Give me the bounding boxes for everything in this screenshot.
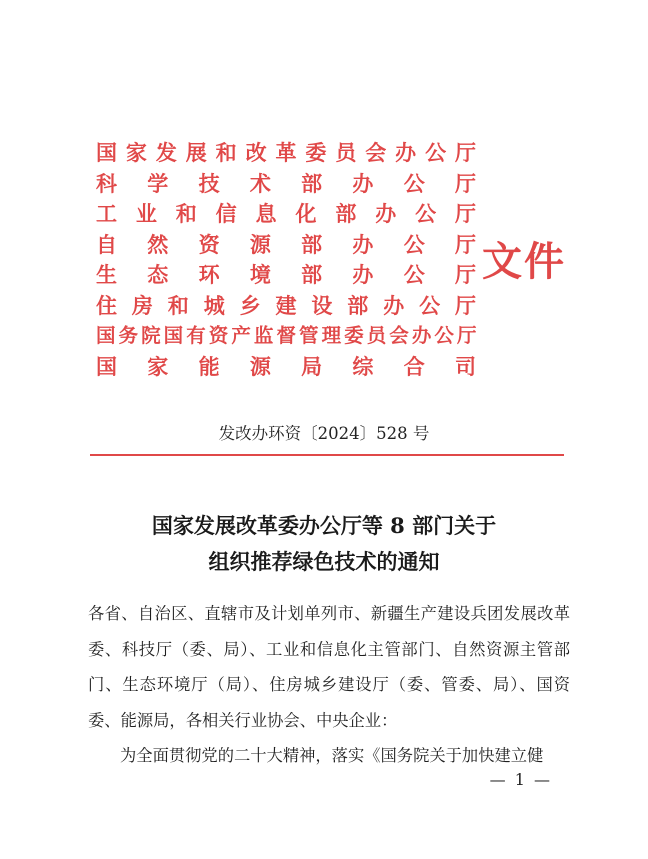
issuer-mohurd: 住房和城乡建设部办公厅: [96, 292, 476, 318]
document-title: [0, 508, 648, 580]
document-body: [88, 596, 570, 774]
issuer-most: 科学技术部办公厅: [96, 170, 476, 196]
issuer-mnr: 自然资源部办公厅: [96, 231, 476, 257]
title-line-1: 国家发展改革委办公厅等 8 部门关于: [151, 513, 497, 538]
issuer-ndrc: 国家发展和改革委员会办公厅: [96, 140, 476, 165]
issuer-list: [96, 138, 476, 382]
issuer-nea: 国家能源局综合司: [96, 353, 476, 379]
body-paragraph: 为全面贯彻党的二十大精神，落实《国务院关于加快建立健: [120, 746, 544, 765]
title-line-2: 组织推荐绿色技术的通知: [208, 549, 440, 574]
document-type-label: 文件: [482, 238, 566, 285]
red-divider: [90, 454, 564, 456]
addressee-paragraph: 各省、自治区、直辖市及计划单列市、新疆生产建设兵团发展改革委、科技厅（委、局）、工业和信息化主管部门、自然资源主管部门、生态环境厅（局）、住房城乡建设厅（委、管委、局）、国资委、能源局，各相关行业协会、中央企业：: [88, 604, 570, 730]
issuer-mee: 生态环境部办公厅: [96, 262, 476, 287]
issuer-sasac: 国务院国有资产监督管理委员会办公厅: [96, 324, 476, 347]
document-number: 发改办环资〔2024〕528 号: [218, 424, 430, 443]
page-number: — 1 —: [489, 770, 552, 789]
issuer-miit: 工业和信息化部办公厅: [96, 201, 476, 226]
